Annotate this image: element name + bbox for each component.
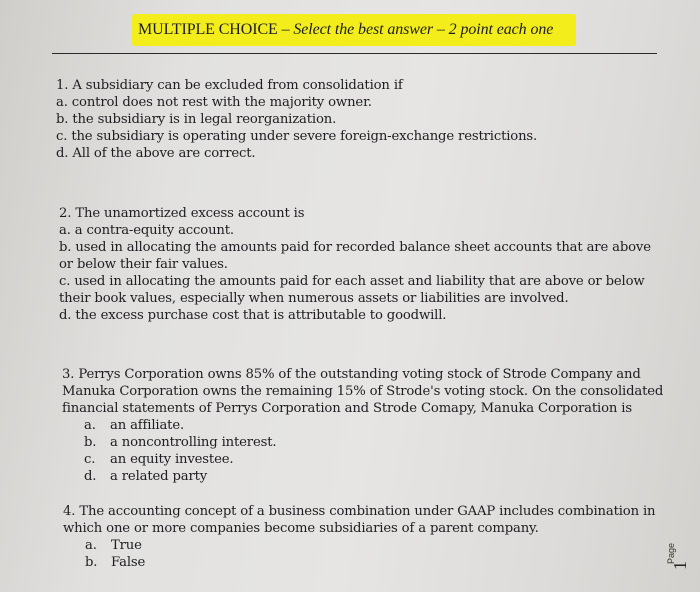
question-2-stem: 2. The unamortized excess account is [59, 206, 305, 221]
page-number: 1 [670, 561, 690, 570]
question-3-option-d [62, 468, 663, 485]
question-1-option-b: b. the subsidiary is in legal reorganization. [56, 112, 337, 127]
option-text: an affiliate. [110, 418, 185, 433]
question-4 [63, 503, 655, 571]
question-2-option-c: c. used in allocating the amounts paid for each asset and liability that are above or below [59, 274, 645, 289]
question-3-option-b [62, 434, 663, 451]
option-text: False [111, 555, 146, 570]
question-4-stem-line-1: 4. The accounting concept of a business combination under GAAP includes combination in [63, 504, 656, 519]
option-letter: c. [84, 452, 96, 467]
question-3-stem-line-1: 3. Perrys Corporation owns 85% of the outstanding voting stock of Strode Company and [62, 367, 641, 382]
question-1 [56, 77, 537, 162]
header-title [138, 21, 553, 39]
question-1-stem: 1. A subsidiary can be excluded from consolidation if [56, 78, 403, 93]
option-letter: b. [85, 555, 98, 570]
page-label: Page [666, 542, 676, 564]
question-3-stem-line-2: Manuka Corporation owns the remaining 15% of Strode's voting stock. On the consolidated [62, 384, 664, 399]
option-letter: b. [84, 435, 97, 450]
question-2-option-d: d. the excess purchase cost that is attributable to goodwill. [59, 308, 447, 323]
header-instructions: – Select the best answer – 2 point each one [277, 21, 554, 38]
question-3-stem-line-3: financial statements of Perrys Corporation and Strode Comapy, Manuka Corporation is [62, 401, 632, 416]
option-letter: a. [84, 418, 96, 433]
question-3-option-a [62, 417, 663, 434]
question-1-option-d: d. All of the above are correct. [56, 146, 256, 161]
question-3 [62, 366, 663, 485]
question-1-option-a: a. control does not rest with the majority owner. [56, 95, 372, 110]
option-text: a noncontrolling interest. [110, 435, 277, 450]
option-text: a related party [110, 469, 208, 484]
question-2-option-b: b. used in allocating the amounts paid for recorded balance sheet accounts that are above [59, 240, 651, 255]
question-2-option-c-cont: their book values, especially when numerous assets or liabilities are involved. [59, 291, 569, 306]
question-4-option-a [63, 537, 655, 554]
page-number-marker [666, 530, 692, 580]
question-1-option-c: c. the subsidiary is operating under severe foreign-exchange restrictions. [56, 129, 538, 144]
option-text: an equity investee. [110, 452, 234, 467]
question-2 [59, 205, 651, 324]
question-3-option-c [62, 451, 663, 468]
question-2-option-a: a. a contra-equity account. [59, 223, 234, 238]
option-letter: d. [84, 469, 97, 484]
header-lead: MULTIPLE CHOICE [138, 21, 278, 38]
question-4-option-b [63, 554, 655, 571]
header-divider [52, 53, 657, 54]
question-2-option-b-cont: or below their fair values. [59, 257, 228, 272]
option-text: True [111, 538, 142, 553]
option-letter: a. [85, 538, 97, 553]
header-highlight [132, 14, 576, 46]
question-4-stem-line-2: which one or more companies become subsidiaries of a parent company. [63, 521, 539, 536]
